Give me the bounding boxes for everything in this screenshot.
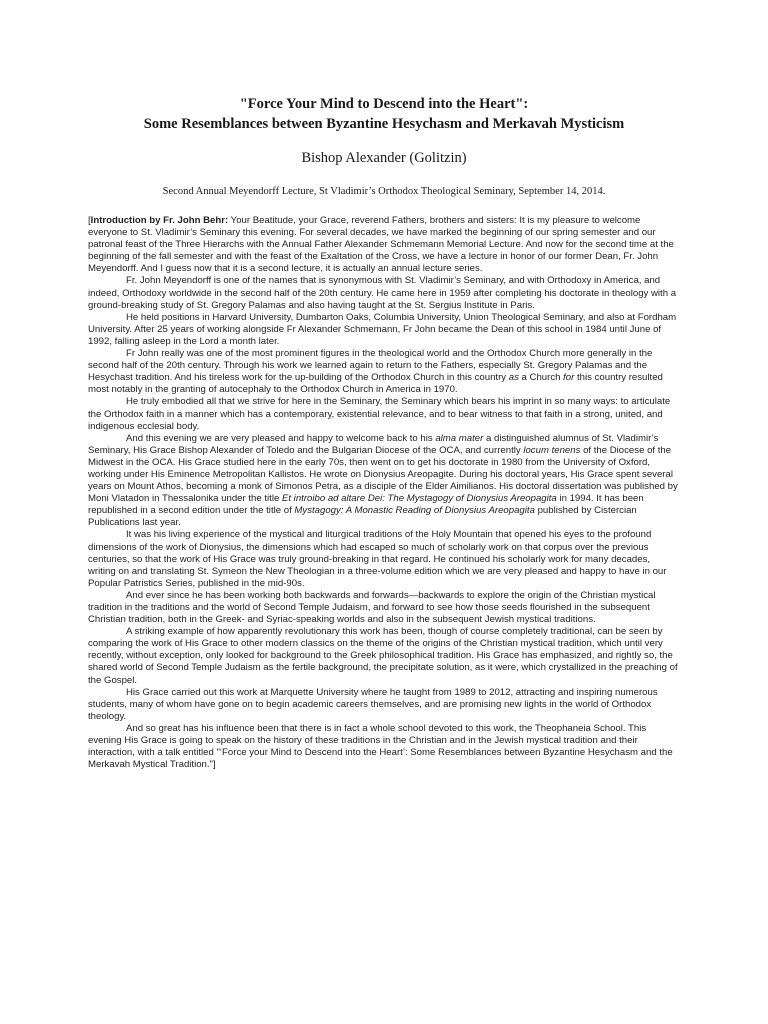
author-name: Bishop Alexander (Golitzin) [301,150,467,166]
paragraph [88,433,678,530]
paragraph: His Grace carried out this work at Marquette University where he taught from 1989 to 2012, attracting and inspiring numerous students, many of whom have gone on to begin academic careers themselves, and are promising new lights in the world of Orthodox theology. [88,686,658,722]
text-run: this country resulted most notably in the granting of autocephaly to the Orthodox Church in America in 1970. [88,372,663,396]
text-run: of the Diocese of the Midwest in the OCA. His Grace studied here in the early 70s, then went on to get his doctorate in 1980 from the University of Oxford, working under His Eminence Metropolitan Kallistos. He wrote on Dionysius Areopagite. During his doctoral years, His Grace spent several years on Mount Athos, becoming a monk of Simonos Petra, as a disciple of the Elder Aimilianos. His doctoral dissertation was published by Moni Vlatadon in Thessalonika under the title [88,444,678,505]
paragraph: He truly embodied all that we strive for here in the Seminary, the Seminary which bears his imprint in so many ways: to articulate the Orthodox faith in a manner which has a contemporary, existential relevance, and to bear witness to that faith in a strong, united, and indigenous ecclesial body. [88,396,671,432]
italic-run: as [508,372,519,384]
text-run: a distinguished alumnus of St. Vladimir’s Seminary, His Grace Bishop Alexander of Toledo and the Bulgarian Diocese of the OCA, and currently [88,432,659,456]
paragraph: He held positions in Harvard University, Dumbarton Oaks, Columbia University, Union Theological Seminary, and also at Fordham University. After 25 years of working alongside Fr Alexander Schmemann, Fr John became the Dean of this school in 1984 until June of 1992, falling asleep in the Lord a month later. [88,311,677,347]
text-run: a Church [518,372,564,384]
italic-run: Et introibo ad altare Dei: The Mystagogy of Dionysius Areopagita [281,493,557,505]
paragraph: And so great has his influence been that there is in fact a whole school devoted to this work, the Theophaneia School. This evening His Grace is going to speak on the history of these traditions in the Christian and in the Jewish mystical tradition and their interaction, with a talk entitled "‘Force your Mind to Descend into the Heart’: Some Resemblances between Byzantine Hesychasm and the Merkavah Mystical Tradition."] [88,722,673,771]
paragraph: A striking example of how apparently revolutionary this work has been, though of course completely traditional, can be seen by comparing the work of His Grace to other modern classics on the theme of the origins of the Christian mystical tradition, which until very recently, without exception, only looked for background to the Greek philosophical tradition. His Grace has emphasized, and rightly so, the shared world of Second Temple Judaism as the fertile background, the precipitate solution, as it were, which crystallized in the preaching of the Gospel. [88,626,678,686]
intro-text: Your Beatitude, your Grace, reverend Fathers, brothers and sisters: It is my pleasure to welcome everyone to St. Vladimir’s Seminary this evening. For several decades, we have marked the beginning of our spring semester and our patronal feast of the Three Hierarchs with the Annual Father Alexander Schmemann Memorial Lecture. And now for the second time at the beginning of the fall semester and with the feast of the Exaltation of the Cross, we have a lecture in honor of our former Dean, Fr. John Meyendorff. And I guess now that it is a second lecture, it is actually an annual lecture series. [88,215,674,275]
title-block [0,94,768,199]
text-run: in 1994. It has been republished in a second edition under the title of [88,493,644,517]
paragraph: It was his living experience of the mystical and liturgical traditions of the Holy Mountain that opened his eyes to the profound dimensions of the work of Dionysius, the dimensions which had escaped so much of scholarly work on that corpus over the previous centuries, so that the work of His Grace was truly ground-breaking in that regard. He continued his scholarly work for many decades, writing on and translating St. Symeon the New Theologian in a three-volume edition which we are very pleased and happy to have in our Popular Patristics Series, published in the mid-90s. [88,529,667,589]
lecture-info: Second Annual Meyendorff Lecture, St Vladimir’s Orthodox Theological Seminary, September 14, 2014. [162,186,606,197]
title-line-1: "Force Your Mind to Descend into the Heart": [239,96,529,112]
paragraph-intro [88,215,678,275]
italic-run: alma mater [435,432,484,444]
italic-run: for [563,372,575,384]
paragraph: And ever since he has been working both backwards and forwards—backwards to explore the origin of the Christian mystical tradition in the traditions and the world of Second Temple Judaism, and forward to see how those seeds flourished in the subsequent Christian tradition, both in the Greek- and Syriac-speaking worlds and also in the subsequent Jewish mystical traditions. [88,589,656,626]
italic-run: locum tenens [523,444,581,456]
text-run: published by Cistercian Publications last year. [88,505,637,529]
paragraph: Fr. John Meyendorff is one of the names that is synonymous with St. Vladimir’s Seminary, and with Orthodoxy in America, and indeed, Orthodoxy worldwide in the second half of the 20th century. He came here in 1959 after completing his doctorate in theology with a ground-breaking study of St. Gregory Palamas and also having taught at the St. Sergius Institute in Paris. [88,275,677,311]
title-line-2: Some Resemblances between Byzantine Hesychasm and Merkavah Mysticism [143,116,625,132]
paragraph [88,348,678,396]
text-run: Fr John really was one of the most prominent figures in the theological world and the Orthodox Church more generally in the second half of the 20th century. Through his work we learned again to return to the Fathers, especially St. Gregory Palamas and the Hesychast tradition. And his tireless work for the up-building of the Orthodox Church in this country [88,348,653,384]
body-text [88,215,678,771]
italic-run: Mystagogy: A Monastic Reading of Dionysius Areopagita [294,505,535,517]
text-run: And this evening we are very pleased and happy to welcome back to his [126,432,436,444]
intro-label: Introduction by Fr. John Behr: [90,215,229,226]
open-bracket: [ [88,215,91,226]
